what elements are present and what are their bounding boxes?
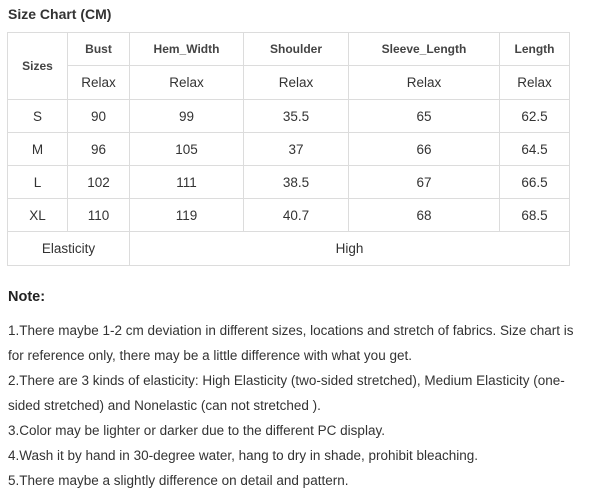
table-cell: 38.5	[244, 166, 349, 199]
sizes-header: Sizes	[8, 33, 68, 100]
subheader-cell: Relax	[349, 66, 500, 100]
table-cell: 64.5	[500, 133, 570, 166]
size-cell: S	[8, 100, 68, 133]
table-cell: 119	[130, 199, 244, 232]
table-cell: 37	[244, 133, 349, 166]
table-cell: 68	[349, 199, 500, 232]
size-chart-table	[7, 32, 570, 266]
table-cell: 111	[130, 166, 244, 199]
table-cell: 90	[68, 100, 130, 133]
page-title: Size Chart (CM)	[8, 6, 112, 22]
table-cell: 40.7	[244, 199, 349, 232]
subheader-cell: Relax	[244, 66, 349, 100]
table-cell: 65	[349, 100, 500, 133]
table-row	[8, 133, 570, 166]
elasticity-label: Elasticity	[8, 232, 130, 266]
note-item: 2.There are 3 kinds of elasticity: High Elasticity (two-sided stretched), Medium Elasticity (one-sided stretched) and Nonelastic (can not stretched ).	[8, 373, 565, 413]
table-header-row	[8, 33, 570, 66]
elasticity-value: High	[130, 232, 570, 266]
table-cell: 105	[130, 133, 244, 166]
table-row	[8, 100, 570, 133]
table-cell: 68.5	[500, 199, 570, 232]
table-cell: 62.5	[500, 100, 570, 133]
table-row	[8, 199, 570, 232]
size-cell: L	[8, 166, 68, 199]
table-row	[8, 166, 570, 199]
table-cell: 110	[68, 199, 130, 232]
table-cell: 67	[349, 166, 500, 199]
note-item: 3.Color may be lighter or darker due to the different PC display.	[8, 423, 385, 438]
column-header-length: Length	[500, 33, 570, 66]
elasticity-row	[8, 232, 570, 266]
table-cell: 99	[130, 100, 244, 133]
table-cell: 96	[68, 133, 130, 166]
column-header-bust: Bust	[68, 33, 130, 66]
table-cell: 35.5	[244, 100, 349, 133]
table-subheader-row	[8, 66, 570, 100]
size-cell: XL	[8, 199, 68, 232]
column-header-sleeve-length: Sleeve_Length	[349, 33, 500, 66]
column-header-hem-width: Hem_Width	[130, 33, 244, 66]
note-item: 5.There maybe a slightly difference on detail and pattern.	[8, 473, 349, 488]
note-item: 1.There maybe 1-2 cm deviation in different sizes, locations and stretch of fabrics. Size chart is for reference only, there may be a little difference with what you get.	[8, 323, 574, 363]
table-cell: 102	[68, 166, 130, 199]
notes-list	[8, 318, 593, 493]
table-cell: 66	[349, 133, 500, 166]
table-cell: 66.5	[500, 166, 570, 199]
column-header-shoulder: Shoulder	[244, 33, 349, 66]
subheader-cell: Relax	[68, 66, 130, 100]
note-title: Note:	[8, 289, 46, 305]
subheader-cell: Relax	[130, 66, 244, 100]
size-cell: M	[8, 133, 68, 166]
subheader-cell: Relax	[500, 66, 570, 100]
note-item: 4.Wash it by hand in 30-degree water, hang to dry in shade, prohibit bleaching.	[8, 448, 479, 463]
